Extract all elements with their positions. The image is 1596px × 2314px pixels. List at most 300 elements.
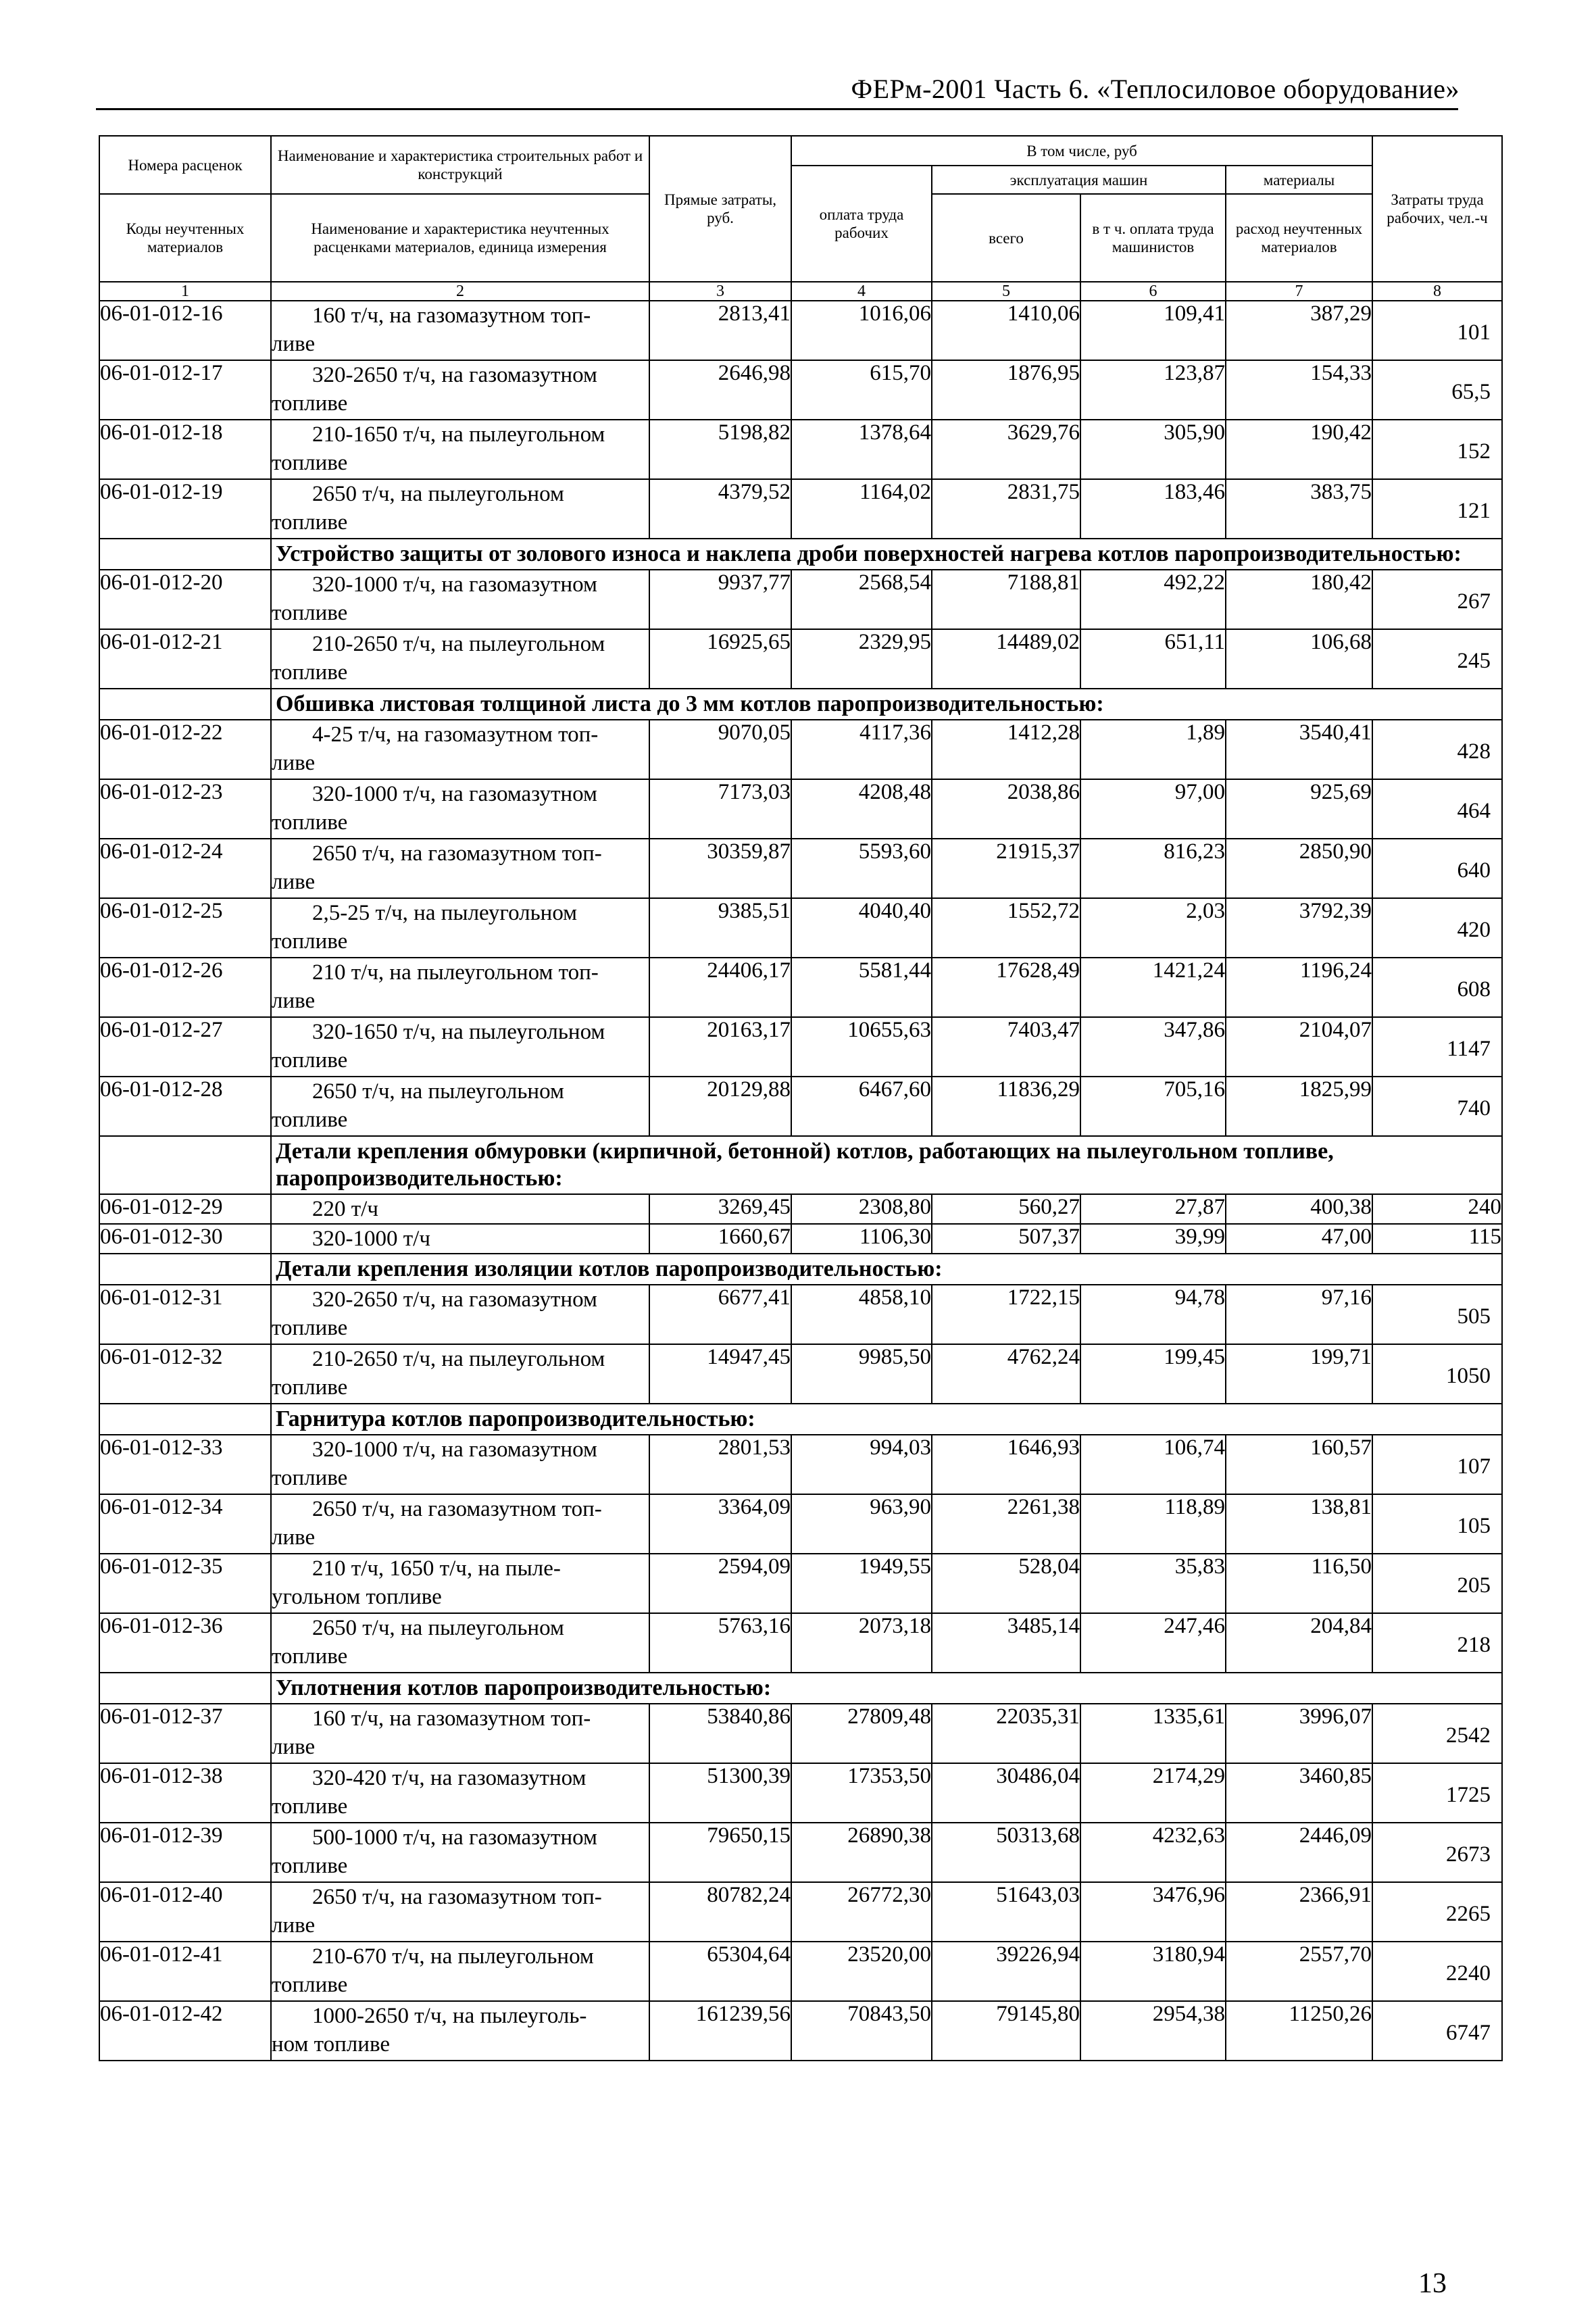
column-number: 4: [791, 282, 932, 301]
rate-code: 06-01-012-27: [99, 1017, 271, 1077]
cell-labor-pay: 4117,36: [791, 720, 932, 779]
work-description: [271, 1017, 649, 1077]
header-code-bottom: Коды неучтенных материалов: [99, 194, 271, 282]
work-description-line: 2650 т/ч, на пылеугольном: [312, 1616, 564, 1640]
work-description-continuation: топливе: [272, 1316, 348, 1340]
work-description-line: 2650 т/ч, на газомазутном топ-: [312, 1497, 602, 1521]
cell-direct: 1660,67: [649, 1224, 791, 1254]
header-labor-pay: оплата труда рабочих: [791, 166, 932, 282]
cell-direct: 4379,52: [649, 479, 791, 539]
cell-direct: 53840,86: [649, 1704, 791, 1763]
cell-operator-pay: 183,46: [1080, 479, 1226, 539]
table-row: [99, 1224, 1502, 1254]
cell-operator-pay: 199,45: [1080, 1344, 1226, 1404]
section-row: [99, 1673, 1502, 1704]
cell-materials: 2104,07: [1226, 1017, 1372, 1077]
cell-machines-total: 507,37: [932, 1224, 1080, 1254]
cell-operator-pay: 347,86: [1080, 1017, 1226, 1077]
work-description: [271, 1942, 649, 2001]
cell-operator-pay: 3180,94: [1080, 1942, 1226, 2001]
work-description: [271, 1194, 649, 1224]
running-header: ФЕРм-2001 Часть 6. «Теплосиловое оборудование»: [851, 74, 1460, 104]
cell-materials: 11250,26: [1226, 2001, 1372, 2061]
work-description-line: 320-2650 т/ч, на газомазутном: [312, 1287, 597, 1312]
cell-machines-total: 30486,04: [932, 1763, 1080, 1823]
column-number: 8: [1372, 282, 1502, 301]
table-row: [99, 2001, 1502, 2061]
cell-direct: 2594,09: [649, 1554, 791, 1613]
table-row: [99, 420, 1502, 479]
work-description-line: 210-1650 т/ч, на пылеугольном: [312, 422, 605, 447]
work-description-line: 4-25 т/ч, на газомазутном топ-: [312, 722, 599, 747]
work-description-continuation: топливе: [272, 1108, 348, 1132]
cell-labor-pay: 5593,60: [791, 839, 932, 898]
rate-code: 06-01-012-32: [99, 1344, 271, 1404]
rate-code: 06-01-012-41: [99, 1942, 271, 2001]
cell-labor-pay: 26772,30: [791, 1882, 932, 1942]
header-name-top: Наименование и характеристика строительных работ и конструкций: [271, 136, 649, 194]
work-description-line: 2650 т/ч, на пылеугольном: [312, 482, 564, 506]
section-row: [99, 1254, 1502, 1285]
work-description-line: 210-2650 т/ч, на пылеугольном: [312, 632, 605, 656]
cell-labor: 65,5: [1372, 360, 1502, 420]
cell-labor: 107: [1372, 1435, 1502, 1494]
cell-direct: 80782,24: [649, 1882, 791, 1942]
cell-labor: 428: [1372, 720, 1502, 779]
cell-machines-total: 17628,49: [932, 958, 1080, 1017]
work-description-line: 160 т/ч, на газомазутном топ-: [312, 1706, 591, 1731]
table-row: [99, 1763, 1502, 1823]
work-description-continuation: топливе: [272, 451, 348, 475]
column-number: 1: [99, 282, 271, 301]
cell-operator-pay: 2174,29: [1080, 1763, 1226, 1823]
work-description: [271, 898, 649, 958]
cell-machines-total: 1552,72: [932, 898, 1080, 958]
table-row: [99, 779, 1502, 839]
section-title: Детали крепления обмуровки (кирпичной, бетонной) котлов, работающих на пылеугольном топливе, паропроизводительностью:: [271, 1136, 1502, 1194]
cell-machines-total: 1410,06: [932, 301, 1080, 360]
work-description: [271, 779, 649, 839]
header-including: В том числе, руб: [791, 136, 1372, 166]
work-description: [271, 420, 649, 479]
work-description-line: 320-1000 т/ч, на газомазутном: [312, 572, 597, 597]
header-direct-costs: Прямые затраты, руб.: [649, 136, 791, 282]
cell-labor-pay: 4040,40: [791, 898, 932, 958]
section-spacer: [99, 1673, 271, 1704]
cell-labor: 420: [1372, 898, 1502, 958]
cell-materials: 106,68: [1226, 629, 1372, 689]
cell-machines-total: 560,27: [932, 1194, 1080, 1224]
cell-operator-pay: 2954,38: [1080, 2001, 1226, 2061]
work-description-continuation: ливе: [272, 332, 316, 356]
cell-machines-total: 50313,68: [932, 1823, 1080, 1882]
cell-labor: 740: [1372, 1077, 1502, 1136]
rate-code: 06-01-012-24: [99, 839, 271, 898]
cell-materials: 180,42: [1226, 570, 1372, 629]
cell-labor: 267: [1372, 570, 1502, 629]
cell-labor: 240: [1372, 1194, 1502, 1224]
cell-machines-total: 2831,75: [932, 479, 1080, 539]
table-row: [99, 629, 1502, 689]
table-row: [99, 1194, 1502, 1224]
cell-direct: 3269,45: [649, 1194, 791, 1224]
cell-direct: 24406,17: [649, 958, 791, 1017]
column-number: 6: [1080, 282, 1226, 301]
work-description: [271, 1613, 649, 1673]
cell-labor-pay: 994,03: [791, 1435, 932, 1494]
cell-operator-pay: 3476,96: [1080, 1882, 1226, 1942]
cell-direct: 161239,56: [649, 2001, 791, 2061]
cell-materials: 3996,07: [1226, 1704, 1372, 1763]
work-description: [271, 958, 649, 1017]
rate-code: 06-01-012-23: [99, 779, 271, 839]
header-materials: материалы: [1226, 166, 1372, 194]
work-description-line: 320-1000 т/ч, на газомазутном: [312, 1437, 597, 1462]
cell-operator-pay: 4232,63: [1080, 1823, 1226, 1882]
cell-direct: 30359,87: [649, 839, 791, 898]
cell-machines-total: 1646,93: [932, 1435, 1080, 1494]
work-description: [271, 720, 649, 779]
cell-labor: 608: [1372, 958, 1502, 1017]
cell-labor-pay: 1016,06: [791, 301, 932, 360]
work-description-line: 2,5-25 т/ч, на пылеугольном: [312, 901, 578, 925]
cell-materials: 204,84: [1226, 1613, 1372, 1673]
section-title: Детали крепления изоляции котлов паропроизводительностью:: [271, 1254, 1502, 1285]
work-description: [271, 2001, 649, 2061]
cell-labor-pay: 615,70: [791, 360, 932, 420]
work-description-continuation: топливе: [272, 391, 348, 416]
cell-machines-total: 7188,81: [932, 570, 1080, 629]
cell-direct: 51300,39: [649, 1763, 791, 1823]
work-description-continuation: угольном топливе: [272, 1585, 442, 1609]
cell-direct: 9385,51: [649, 898, 791, 958]
work-description-continuation: ливе: [272, 751, 316, 775]
cell-operator-pay: 39,99: [1080, 1224, 1226, 1254]
cell-machines-total: 2261,38: [932, 1494, 1080, 1554]
cell-materials: 47,00: [1226, 1224, 1372, 1254]
cell-materials: 1825,99: [1226, 1077, 1372, 1136]
cell-machines-total: 21915,37: [932, 839, 1080, 898]
cell-labor: 205: [1372, 1554, 1502, 1613]
work-description: [271, 1823, 649, 1882]
work-description: [271, 570, 649, 629]
cell-direct: 16925,65: [649, 629, 791, 689]
work-description-line: 160 т/ч, на газомазутном топ-: [312, 303, 591, 328]
work-description-line: 320-420 т/ч, на газомазутном: [312, 1766, 587, 1790]
cell-labor-pay: 2073,18: [791, 1613, 932, 1673]
cell-operator-pay: 1335,61: [1080, 1704, 1226, 1763]
cell-materials: 400,38: [1226, 1194, 1372, 1224]
table-row: [99, 479, 1502, 539]
cell-operator-pay: 35,83: [1080, 1554, 1226, 1613]
work-description-line: 2650 т/ч, на газомазутном топ-: [312, 1885, 602, 1909]
cell-materials: 925,69: [1226, 779, 1372, 839]
table-row: [99, 1017, 1502, 1077]
cell-machines-total: 51643,03: [932, 1882, 1080, 1942]
header-code-top: Номера расценок: [99, 136, 271, 194]
cell-machines-total: 528,04: [932, 1554, 1080, 1613]
work-description: [271, 629, 649, 689]
cell-labor: 218: [1372, 1613, 1502, 1673]
header-labor-hours: Затраты труда рабочих, чел.-ч: [1372, 136, 1502, 282]
work-description-line: 500-1000 т/ч, на газомазутном: [312, 1825, 597, 1850]
work-description-line: 210 т/ч, на пылеугольном топ-: [312, 960, 599, 985]
header-rule: [96, 108, 1458, 110]
cell-labor: 115: [1372, 1224, 1502, 1254]
cell-operator-pay: 94,78: [1080, 1285, 1226, 1344]
rate-code: 06-01-012-16: [99, 301, 271, 360]
cell-direct: 9937,77: [649, 570, 791, 629]
cell-operator-pay: 123,87: [1080, 360, 1226, 420]
cell-materials: 3792,39: [1226, 898, 1372, 958]
work-description: [271, 1494, 649, 1554]
cell-labor-pay: 4208,48: [791, 779, 932, 839]
section-row: [99, 1136, 1502, 1194]
table-row: [99, 839, 1502, 898]
section-row: [99, 689, 1502, 720]
cell-direct: 79650,15: [649, 1823, 791, 1882]
cell-direct: 2801,53: [649, 1435, 791, 1494]
column-number: 7: [1226, 282, 1372, 301]
cell-operator-pay: 106,74: [1080, 1435, 1226, 1494]
rates-table: [99, 135, 1503, 2061]
cell-operator-pay: 705,16: [1080, 1077, 1226, 1136]
work-description-continuation: топливе: [272, 1973, 348, 1997]
cell-operator-pay: 1421,24: [1080, 958, 1226, 1017]
cell-machines-total: 2038,86: [932, 779, 1080, 839]
rate-code: 06-01-012-21: [99, 629, 271, 689]
cell-operator-pay: 816,23: [1080, 839, 1226, 898]
cell-labor: 1725: [1372, 1763, 1502, 1823]
rate-code: 06-01-012-40: [99, 1882, 271, 1942]
cell-operator-pay: 109,41: [1080, 301, 1226, 360]
cell-labor: 245: [1372, 629, 1502, 689]
cell-labor: 1050: [1372, 1344, 1502, 1404]
rate-code: 06-01-012-30: [99, 1224, 271, 1254]
cell-labor-pay: 9985,50: [791, 1344, 932, 1404]
section-title: Уплотнения котлов паропроизводительностью:: [271, 1673, 1502, 1704]
cell-labor-pay: 1949,55: [791, 1554, 932, 1613]
cell-materials: 138,81: [1226, 1494, 1372, 1554]
table-row: [99, 360, 1502, 420]
cell-direct: 7173,03: [649, 779, 791, 839]
section-spacer: [99, 689, 271, 720]
work-description-continuation: топливе: [272, 1644, 348, 1669]
rate-code: 06-01-012-38: [99, 1763, 271, 1823]
work-description-continuation: ном топливе: [272, 2032, 390, 2057]
section-title: Гарнитура котлов паропроизводительностью:: [271, 1404, 1502, 1435]
cell-direct: 65304,64: [649, 1942, 791, 2001]
cell-labor-pay: 1378,64: [791, 420, 932, 479]
table-row: [99, 570, 1502, 629]
work-description-continuation: топливе: [272, 1375, 348, 1400]
work-description-continuation: топливе: [272, 1794, 348, 1819]
cell-machines-total: 11836,29: [932, 1077, 1080, 1136]
cell-machines-total: 4762,24: [932, 1344, 1080, 1404]
cell-labor: 640: [1372, 839, 1502, 898]
column-number: 3: [649, 282, 791, 301]
work-description-continuation: топливе: [272, 510, 348, 535]
work-description-continuation: топливе: [272, 810, 348, 835]
cell-materials: 3460,85: [1226, 1763, 1372, 1823]
cell-machines-total: 22035,31: [932, 1704, 1080, 1763]
cell-labor: 152: [1372, 420, 1502, 479]
work-description: [271, 1224, 649, 1254]
rate-code: 06-01-012-28: [99, 1077, 271, 1136]
section-title: Обшивка листовая толщиной листа до 3 мм котлов паропроизводительностью:: [271, 689, 1502, 720]
work-description: [271, 1344, 649, 1404]
cell-machines-total: 39226,94: [932, 1942, 1080, 2001]
cell-labor: 121: [1372, 479, 1502, 539]
cell-materials: 2366,91: [1226, 1882, 1372, 1942]
work-description-continuation: ливе: [272, 1735, 316, 1759]
cell-labor-pay: 2568,54: [791, 570, 932, 629]
cell-labor-pay: 963,90: [791, 1494, 932, 1554]
table-row: [99, 1882, 1502, 1942]
cell-direct: 2646,98: [649, 360, 791, 420]
rate-code: 06-01-012-20: [99, 570, 271, 629]
cell-machines-total: 1876,95: [932, 360, 1080, 420]
cell-machines-total: 79145,80: [932, 2001, 1080, 2061]
cell-labor: 2240: [1372, 1942, 1502, 2001]
cell-materials: 190,42: [1226, 420, 1372, 479]
cell-materials: 97,16: [1226, 1285, 1372, 1344]
table-row: [99, 720, 1502, 779]
work-description-line: 2650 т/ч, на газомазутном топ-: [312, 841, 602, 866]
cell-labor: 464: [1372, 779, 1502, 839]
cell-operator-pay: 2,03: [1080, 898, 1226, 958]
cell-materials: 387,29: [1226, 301, 1372, 360]
table-row: [99, 1435, 1502, 1494]
cell-materials: 154,33: [1226, 360, 1372, 420]
cell-labor-pay: 10655,63: [791, 1017, 932, 1077]
cell-materials: 2557,70: [1226, 1942, 1372, 2001]
cell-labor-pay: 1106,30: [791, 1224, 932, 1254]
cell-labor-pay: 26890,38: [791, 1823, 932, 1882]
cell-materials: 2446,09: [1226, 1823, 1372, 1882]
rate-code: 06-01-012-37: [99, 1704, 271, 1763]
cell-labor-pay: 2329,95: [791, 629, 932, 689]
cell-operator-pay: 1,89: [1080, 720, 1226, 779]
cell-direct: 2813,41: [649, 301, 791, 360]
cell-labor: 2265: [1372, 1882, 1502, 1942]
table-body: [99, 301, 1502, 2061]
section-spacer: [99, 1404, 271, 1435]
cell-direct: 6677,41: [649, 1285, 791, 1344]
cell-labor-pay: 23520,00: [791, 1942, 932, 2001]
header-machines-total: всего: [932, 194, 1080, 282]
section-spacer: [99, 1254, 271, 1285]
cell-direct: 3364,09: [649, 1494, 791, 1554]
work-description: [271, 1554, 649, 1613]
table-row: [99, 958, 1502, 1017]
section-row: [99, 539, 1502, 570]
rate-code: 06-01-012-36: [99, 1613, 271, 1673]
cell-direct: 14947,45: [649, 1344, 791, 1404]
header-name-bottom: Наименование и характеристика неучтенных расценками материалов, единица измерения: [271, 194, 649, 282]
rate-code: 06-01-012-18: [99, 420, 271, 479]
cell-operator-pay: 305,90: [1080, 420, 1226, 479]
cell-direct: 20129,88: [649, 1077, 791, 1136]
rate-code: 06-01-012-42: [99, 2001, 271, 2061]
work-description-continuation: ливе: [272, 1525, 316, 1550]
cell-operator-pay: 651,11: [1080, 629, 1226, 689]
cell-operator-pay: 118,89: [1080, 1494, 1226, 1554]
page-number: 13: [1418, 2268, 1447, 2299]
work-description: [271, 479, 649, 539]
cell-labor: 505: [1372, 1285, 1502, 1344]
cell-operator-pay: 97,00: [1080, 779, 1226, 839]
work-description: [271, 1435, 649, 1494]
cell-labor: 101: [1372, 301, 1502, 360]
rate-code: 06-01-012-25: [99, 898, 271, 958]
cell-machines-total: 1412,28: [932, 720, 1080, 779]
cell-operator-pay: 492,22: [1080, 570, 1226, 629]
work-description-line: 320-2650 т/ч, на газомазутном: [312, 363, 597, 387]
work-description-continuation: топливе: [272, 1854, 348, 1878]
rate-code: 06-01-012-26: [99, 958, 271, 1017]
section-row: [99, 1404, 1502, 1435]
work-description: [271, 1763, 649, 1823]
rate-code: 06-01-012-34: [99, 1494, 271, 1554]
cell-machines-total: 7403,47: [932, 1017, 1080, 1077]
rate-code: 06-01-012-22: [99, 720, 271, 779]
cell-labor: 6747: [1372, 2001, 1502, 2061]
rate-code: 06-01-012-39: [99, 1823, 271, 1882]
cell-labor-pay: 17353,50: [791, 1763, 932, 1823]
cell-machines-total: 3485,14: [932, 1613, 1080, 1673]
work-description-line: 210-670 т/ч, на пылеугольном: [312, 1944, 594, 1969]
cell-labor: 2542: [1372, 1704, 1502, 1763]
table-row: [99, 1554, 1502, 1613]
work-description: [271, 301, 649, 360]
work-description-continuation: топливе: [272, 601, 348, 625]
cell-materials: 1196,24: [1226, 958, 1372, 1017]
cell-materials: 383,75: [1226, 479, 1372, 539]
table-row: [99, 1704, 1502, 1763]
work-description-continuation: топливе: [272, 660, 348, 685]
table-row: [99, 1494, 1502, 1554]
work-description: [271, 1704, 649, 1763]
cell-labor: 105: [1372, 1494, 1502, 1554]
work-description-continuation: ливе: [272, 989, 316, 1013]
cell-labor-pay: 2308,80: [791, 1194, 932, 1224]
section-title: Устройство защиты от золового износа и наклепа дроби поверхностей нагрева котлов паропроизводительностью:: [271, 539, 1502, 570]
cell-labor-pay: 1164,02: [791, 479, 932, 539]
work-description-line: 1000-2650 т/ч, на пылеуголь-: [312, 2004, 587, 2028]
cell-machines-total: 1722,15: [932, 1285, 1080, 1344]
work-description-continuation: ливе: [272, 1913, 316, 1938]
work-description: [271, 360, 649, 420]
cell-labor-pay: 6467,60: [791, 1077, 932, 1136]
work-description-line: 320-1000 т/ч, на газомазутном: [312, 782, 597, 806]
header-operator-pay: в т ч. оплата труда машинистов: [1080, 194, 1226, 282]
cell-materials: 2850,90: [1226, 839, 1372, 898]
work-description-line: 220 т/ч: [312, 1197, 378, 1221]
work-description-continuation: ливе: [272, 870, 316, 894]
cell-operator-pay: 27,87: [1080, 1194, 1226, 1224]
work-description: [271, 1077, 649, 1136]
cell-materials: 3540,41: [1226, 720, 1372, 779]
work-description-continuation: топливе: [272, 1048, 348, 1073]
cell-labor: 1147: [1372, 1017, 1502, 1077]
cell-labor-pay: 4858,10: [791, 1285, 932, 1344]
cell-labor-pay: 27809,48: [791, 1704, 932, 1763]
rate-code: 06-01-012-29: [99, 1194, 271, 1224]
table-row: [99, 1823, 1502, 1882]
cell-machines-total: 3629,76: [932, 420, 1080, 479]
cell-labor-pay: 70843,50: [791, 2001, 932, 2061]
